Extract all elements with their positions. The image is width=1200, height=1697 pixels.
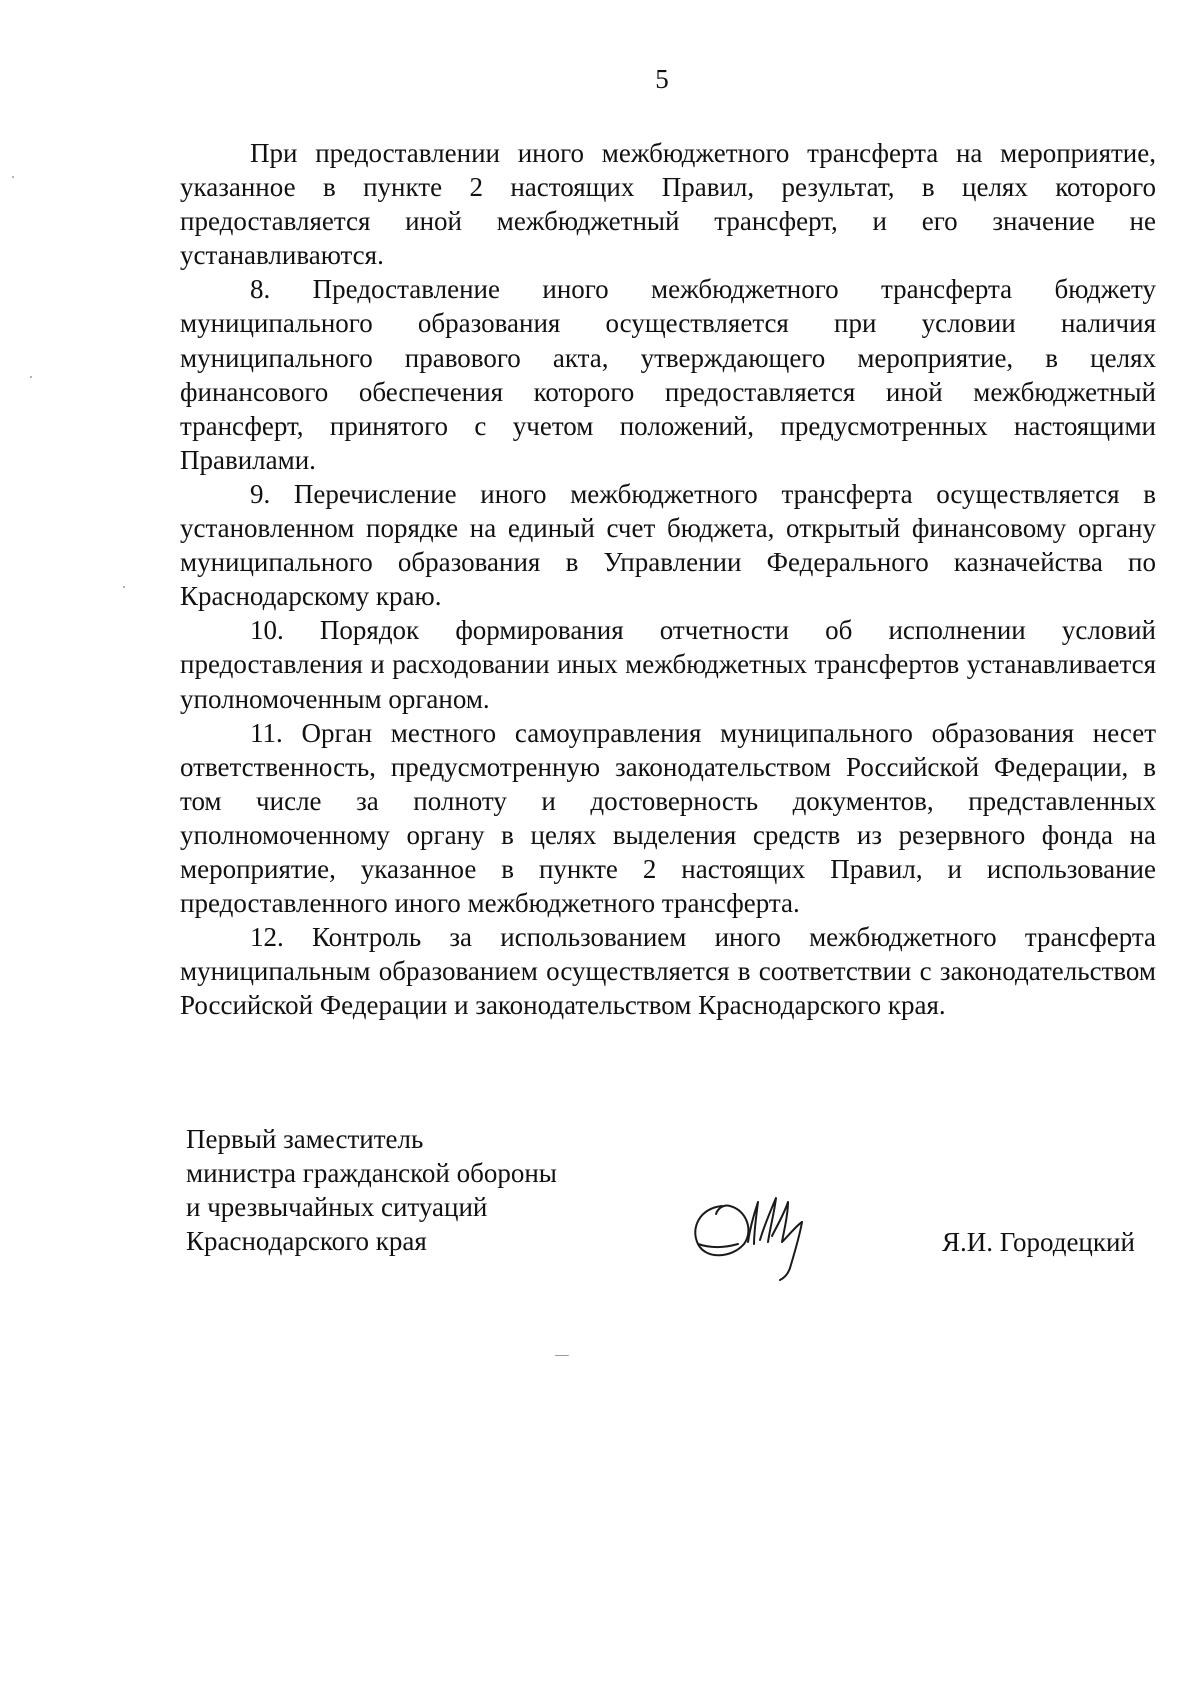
- handwritten-signature: [684, 1184, 834, 1284]
- signatory-name: Я.И. Городецкий: [942, 1227, 1135, 1257]
- paragraph-8: 8. Предоставление иного межбюджетного трансферта бюджету муниципального образования осуществляется при условии наличия муниципального правового акта, утверждающего мероприятие, в целях финансового обеспечения которого предоставляется иной межбюджетный трансферт, принятого с учетом положений, предусмотренных настоящими Правилами.: [180, 274, 1156, 475]
- scan-speck: [30, 376, 32, 378]
- paragraph-9: 9. Перечисление иного межбюджетного трансферта осуществляется в установленном порядке на единый счет бюджета, открытый финансовому органу муниципального образования в Управлении Федерального казначейства по Краснодарскому краю.: [180, 478, 1156, 612]
- signatory-title-line: министра гражданской обороны: [186, 1158, 557, 1188]
- scan-speck: [12, 176, 14, 178]
- signatory-title-line: Краснодарского края: [186, 1226, 427, 1256]
- paragraph-10: 10. Порядок формирования отчетности об исполнении условий предоставления и расходовании иных межбюджетных трансфертов устанавливается уполномоченным органом.: [180, 615, 1156, 714]
- document-body: [180, 136, 1156, 1022]
- signatory-title-line: Первый заместитель: [186, 1124, 424, 1154]
- scan-speck: [123, 586, 125, 588]
- signatory-title-line: и чрезвычайных ситуаций: [186, 1192, 488, 1222]
- scan-speck: [555, 1355, 569, 1356]
- paragraph-11: 11. Орган местного самоуправления муниципального образования несет ответственность, предусмотренную законодательством Российской Федерации, в том числе за полноту и достоверность документов, представленных уполномоченному органу в целях выделения средств из резервного фонда на мероприятие, указанное в пункте 2 настоящих Правил, и использование предоставленного иного межбюджетного трансферта.: [180, 717, 1156, 919]
- paragraph-7-continuation: При предоставлении иного межбюджетного трансферта на мероприятие, указанное в пункте 2 настоящих Правил, результат, в целях которого предоставляется иной межбюджетный трансферт, и его значение не устанавливаются.: [180, 138, 1156, 271]
- page-number: 5: [655, 64, 669, 94]
- paragraph-12: 12. Контроль за использованием иного межбюджетного трансферта муниципальным образованием осуществляется в соответствии с законодательством Российской Федерации и законодательством Краснодарского края.: [180, 922, 1156, 1021]
- signatory-title: [186, 1122, 557, 1258]
